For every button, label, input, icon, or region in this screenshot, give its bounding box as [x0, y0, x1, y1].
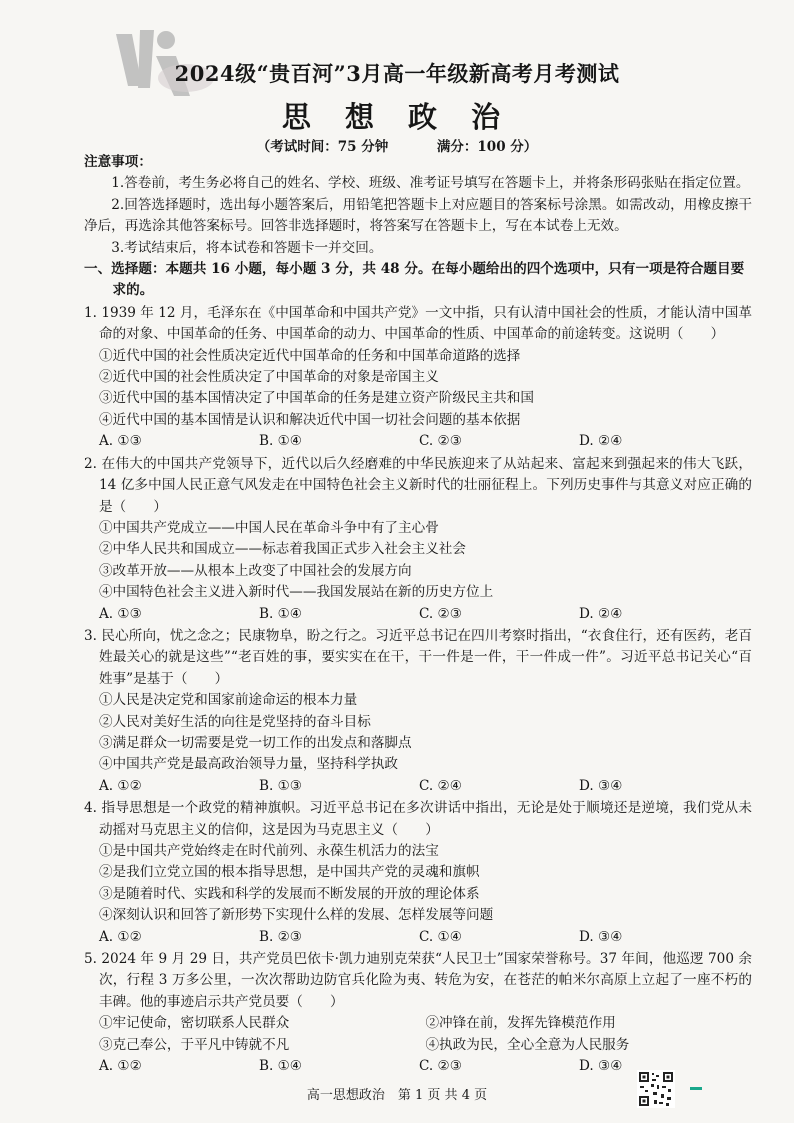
question-3 [84, 626, 752, 797]
scan-mark [690, 1087, 702, 1090]
statement: ④执政为民，全心全意为人民服务 [425, 1036, 630, 1053]
exam-time: （考试时间：75 分钟 [256, 139, 389, 155]
choice-d: D. ②④ [578, 605, 623, 622]
statement-row [84, 1035, 752, 1056]
exam-title: 2024级“贵百河”3月高一年级新高考月考测试 [174, 61, 620, 86]
choice-c: C. ②③ [418, 605, 462, 622]
choice-c: C. ②③ [418, 433, 462, 450]
choice-d: D. ③④ [578, 1058, 623, 1075]
statement: ②人民对美好生活的向往是党坚持的奋斗目标 [98, 713, 371, 730]
statement: ②冲锋在前，发挥先锋模范作用 [425, 1015, 616, 1032]
statement: ③改革开放——从根本上改变了中国社会的发展方向 [98, 562, 412, 579]
answer-choices [84, 927, 752, 948]
notes-heading: 注意事项： [84, 154, 152, 170]
answer-choices [84, 604, 752, 625]
choice-a: A. ①② [98, 928, 142, 945]
statement: ②近代中国的社会性质决定了中国革命的对象是帝国主义 [98, 369, 439, 386]
statement: ①牢记使命，密切联系人民群众 [98, 1015, 290, 1032]
statement: ①人民是决定党和国家前途命运的根本力量 [98, 692, 358, 709]
choice-a: A. ①③ [98, 605, 142, 622]
question-stem: 3. 民心所向，忧之念之；民康物阜，盼之行之。习近平总书记在四川考察时指出，“衣食住行，还有医药，老百姓最关心的就是这些”“老百姓的事，要实实在在干，干一件是一件，干一件成一件”。习近平总书记关心“百姓事”是基于（ ） [84, 627, 752, 687]
question-4 [84, 798, 752, 948]
choice-b: B. ①③ [258, 777, 302, 794]
statement: ①是中国共产党始终走在时代前列、永葆生机活力的法宝 [98, 843, 439, 859]
note-item: 2.回答选择题时，选出每小题答案后，用铅笔把答题卡上对应题目的答案标号涂黑。如需改动，用橡皮擦干净后，再选涂其他答案标号。回答非选择题时，将答案写在答题卡上，写在本试卷上无效。 [84, 196, 752, 235]
subject-title: 思 想 政 治 [281, 100, 513, 134]
question-1 [84, 303, 752, 453]
question-5 [84, 949, 752, 1077]
choice-d: D. ②④ [578, 433, 623, 450]
statement: ④深刻认识和回答了新形势下实现什么样的发展、怎样发展等问题 [98, 907, 494, 924]
question-stem: 1. 1939 年 12 月，毛泽东在《中国革命和中国共产党》一文中指，只有认清中国社会的性质，才能认清中国革命的对象、中国革命的任务、中国革命的动力、中国革命的性质、中国革命的前途转变。这说明（ ） [84, 304, 752, 343]
section-heading: 一、选择题：本题共 16 小题，每小题 3 分，共 48 分。在每小题给出的四个选项中，只有一项是符合题目要求的。 [84, 261, 745, 299]
answer-choices [84, 776, 752, 797]
choice-c: C. ②④ [418, 777, 462, 794]
statement-row [84, 1013, 752, 1034]
statement: ③满足群众一切需要是党一切工作的出发点和落脚点 [98, 734, 412, 751]
choice-b: B. ①④ [258, 1058, 302, 1075]
statement: ④中国特色社会主义进入新时代——我国发展站在新的历史方位上 [98, 584, 494, 601]
choice-b: B. ①④ [258, 605, 302, 622]
choice-a: A. ①② [98, 777, 142, 794]
choice-c: C. ①④ [418, 928, 462, 945]
statement: ④近代中国的基本国情是认识和解决近代中国一切社会问题的基本依据 [98, 411, 521, 428]
statement: ③克己奉公，于平凡中铸就不凡 [98, 1036, 290, 1053]
question-stem: 5. 2024 年 9 月 29 日，共产党员巴依卡·凯力迪别克荣获“人民卫士”国家荣誉称号。37 年间，他巡逻 700 余次，行程 3 万多公里，一次次帮助边防官兵化险为夷、转危为安，在苍茫的帕米尔高原上立起了一座不朽的丰碑。他的事迹启示共产党员要（ ） [84, 951, 752, 1010]
question-2 [84, 454, 752, 625]
choice-b: B. ①④ [258, 433, 302, 450]
exam-content [84, 152, 752, 1077]
choice-b: B. ②③ [258, 928, 302, 945]
statement: ③近代中国的基本国情决定了中国革命的任务是建立资产阶级民主共和国 [98, 390, 534, 407]
choice-c: C. ②③ [418, 1058, 462, 1075]
exam-score: 满分：100 分） [436, 139, 538, 155]
choice-d: D. ③④ [578, 777, 623, 794]
question-stem: 4. 指导思想是一个政党的精神旗帜。习近平总书记在多次讲话中指出，无论是处于顺境还是逆境，我们党从未动摇对马克思主义的信仰，这是因为马克思主义（ ） [84, 800, 752, 838]
choice-a: A. ①③ [98, 433, 142, 450]
note-item: 3.考试结束后，将本试卷和答题卡一并交回。 [111, 239, 383, 256]
statement: ②是我们立党立国的根本指导思想，是中国共产党的灵魂和旗帜 [98, 864, 480, 881]
choice-a: A. ①② [98, 1058, 142, 1075]
answer-choices [84, 431, 752, 452]
statement: ④中国共产党是最高政治领导力量，坚持科学执政 [98, 756, 399, 773]
choice-d: D. ③④ [578, 928, 623, 945]
question-stem: 2. 在伟大的中国共产党领导下，近代以后久经磨难的中华民族迎来了从站起来、富起来到强起来的伟大飞跃，14 亿多中国人民正意气风发走在中国特色社会主义新时代的壮丽征程上。下列历史事件与其意义对应正确的是（ ） [84, 455, 752, 515]
note-item: 1.答卷前，考生务必将自己的姓名、学校、班级、准考证号填写在答题卡上，并将条形码张贴在指定位置。 [111, 175, 750, 192]
qr-code-icon [637, 1070, 675, 1108]
statement: ①中国共产党成立——中国人民在革命斗争中有了主心骨 [98, 519, 439, 536]
statement: ①近代中国的社会性质决定近代中国革命的任务和中国革命道路的选择 [98, 347, 521, 364]
statement: ③是随着时代、实践和科学的发展而不断发展的开放的理论体系 [98, 885, 480, 902]
statement: ②中华人民共和国成立——标志着我国正式步入社会主义社会 [98, 541, 466, 558]
page-footer: 高一思想政治 第 1 页 共 4 页 [306, 1088, 488, 1103]
